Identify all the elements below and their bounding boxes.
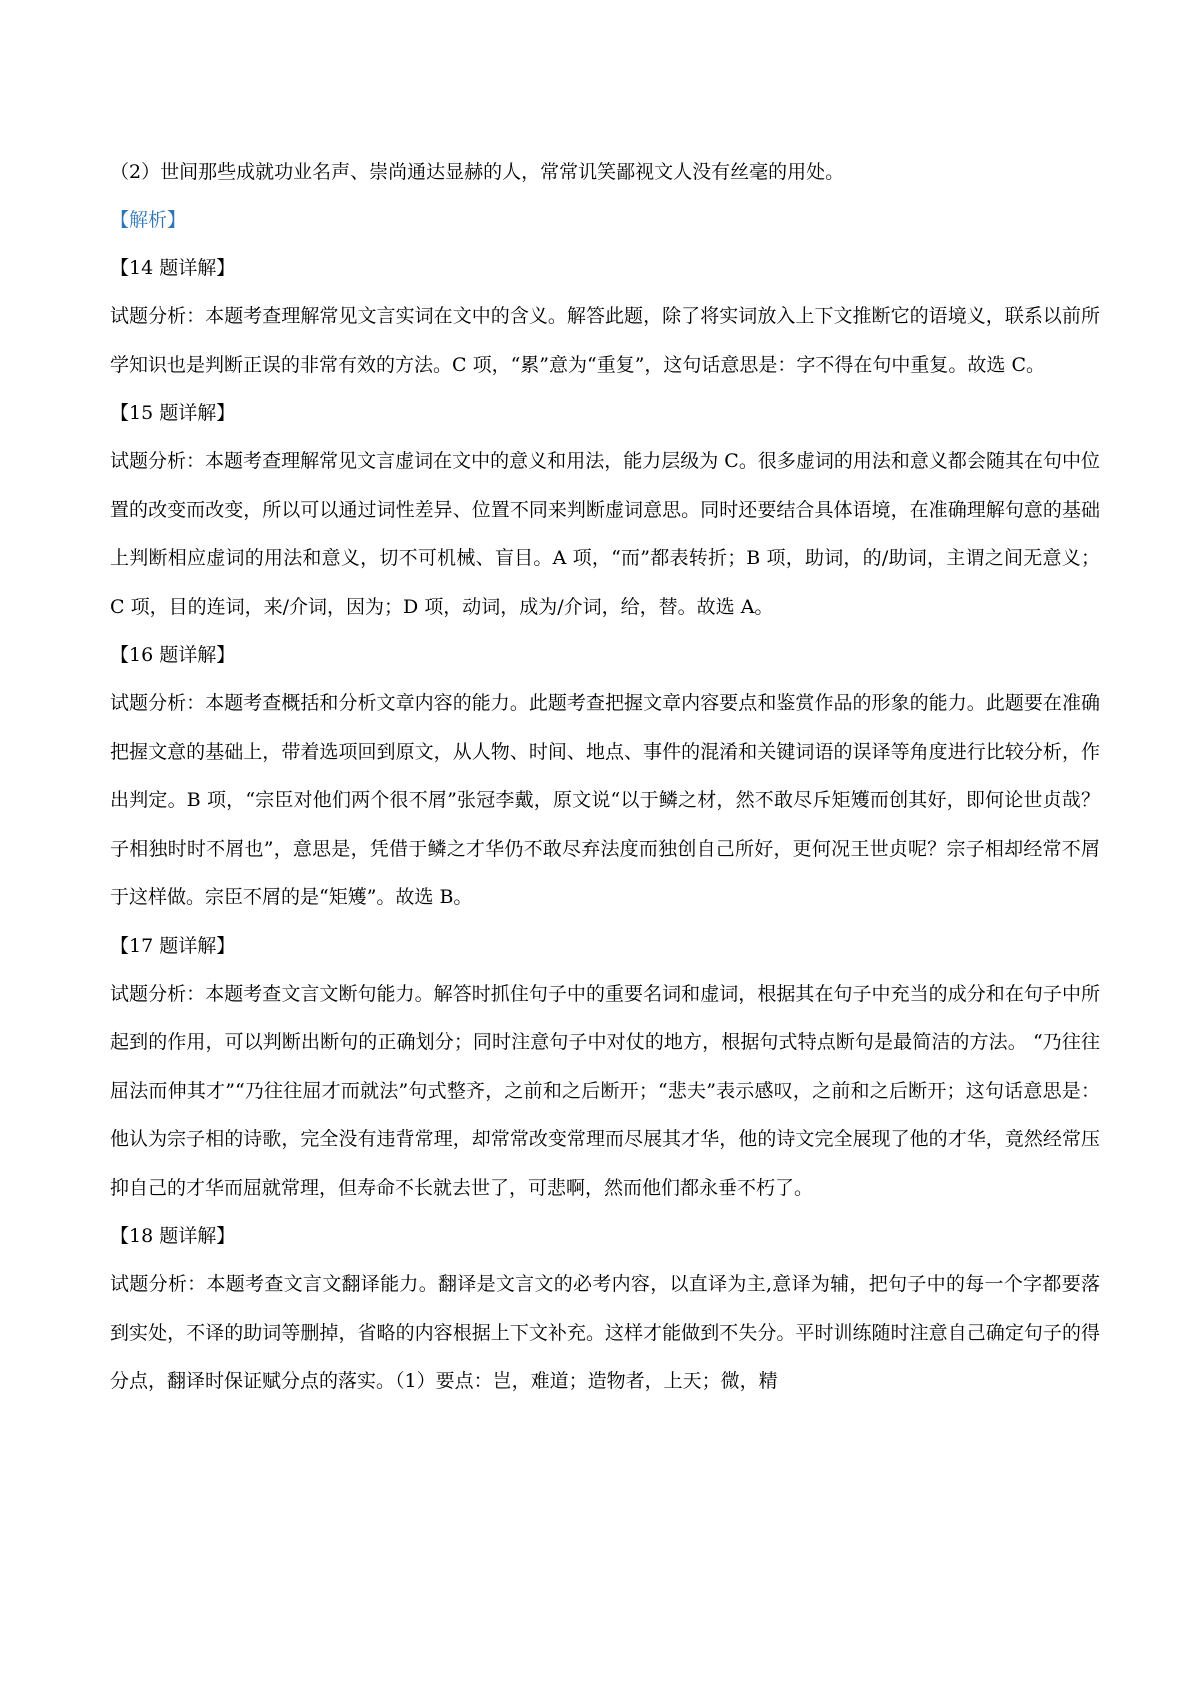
q17-heading: 【17 题详解】 — [110, 934, 236, 957]
q15-heading: 【15 题详解】 — [110, 402, 236, 424]
q16-text: 试题分析：本题考查概括和分析文章内容的能力。此题考查把握文章内容要点和鉴赏作品的形象的能力。此题要在准确把握文意的基础上，带着选项回到原文，从人物、时间、地点、事件的混淆和关键词语的误译等角度进行比较分析，作出判定。B 项，“宗臣对他们两个很不屑”张冠李戴，原文说“以于鳞之材，然不敢尽斥矩矱而创其好，即何论世贞哉？子相独时时不屑也”，意思是，凭借于鳞之才华仍不敢尽弃法度而独创自己所好，更何况王世贞呢？宗子相却经常不屑于这样做。宗臣不屑的是“矩矱”。故选 B。 — [110, 692, 1100, 908]
analysis-label: 【解析】 — [110, 209, 187, 231]
q14-text: 试题分析：本题考查理解常见文言实词在文中的含义。解答此题，除了将实词放入上下文推断它的语境义，联系以前所学知识也是判断正误的非常有效的方法。C 项，“累”意为“重复”，这句话意思是：字不得在句中重复。故选 C。 — [110, 305, 1100, 376]
document-page — [110, 148, 1100, 1406]
translation-line-2: （2）世间那些成就功业名声、崇尚通达显赫的人，常常讥笑鄙视文人没有丝毫的用处。 — [110, 161, 845, 183]
q18-text: 试题分析：本题考查文言文翻译能力。翻译是文言文的必考内容，以直译为主,意译为辅，把句子中的每一个字都要落到实处，不译的助词等删掉，省略的内容根据上下文补充。这样才能做到不失分。平时训练随时注意自己确定句子的得分点，翻译时保证赋分点的落实。（1）要点：岂，难道；造物者，上天；微，精 — [110, 1273, 1100, 1392]
q17-text: 试题分析：本题考查文言文断句能力。解答时抓住句子中的重要名词和虚词，根据其在句子中充当的成分和在句子中所起到的作用，可以判断出断句的正确划分；同时注意句子中对仗的地方，根据句式特点断句是最简洁的方法。 “乃往往屈法而伸其才”“乃往往屈才而就法”句式整齐，之前和之后断开；“悲夫”表示感叹，之前和之后断开；这句话意思是：他认为宗子相的诗歌，完全没有违背常理，却常常改变常理而尽展其才华，他的诗文完全展现了他的才华，竟然经常压抑自己的才华而屈就常理，但寿命不长就去世了，可悲啊，然而他们都永垂不朽了。 — [110, 982, 1100, 1199]
q14-heading: 【14 题详解】 — [110, 257, 236, 279]
q18-heading: 【18 题详解】 — [110, 1225, 236, 1247]
q16-heading: 【16 题详解】 — [110, 644, 236, 666]
q15-text: 试题分析：本题考查理解常见文言虚词在文中的意义和用法，能力层级为 C。很多虚词的用法和意义都会随其在句中位置的改变而改变，所以可以通过词性差异、位置不同来判断虚词意思。同时还要结合具体语境，在准确理解句意的基础上判断相应虚词的用法和意义，切不可机械、盲目。A 项，“而”都表转折；B 项，助词，的/助词，主谓之间无意义；C 项，目的连词，来/介词，因为；D 项，动词，成为/介词，给，替。故选 A。 — [110, 450, 1100, 618]
